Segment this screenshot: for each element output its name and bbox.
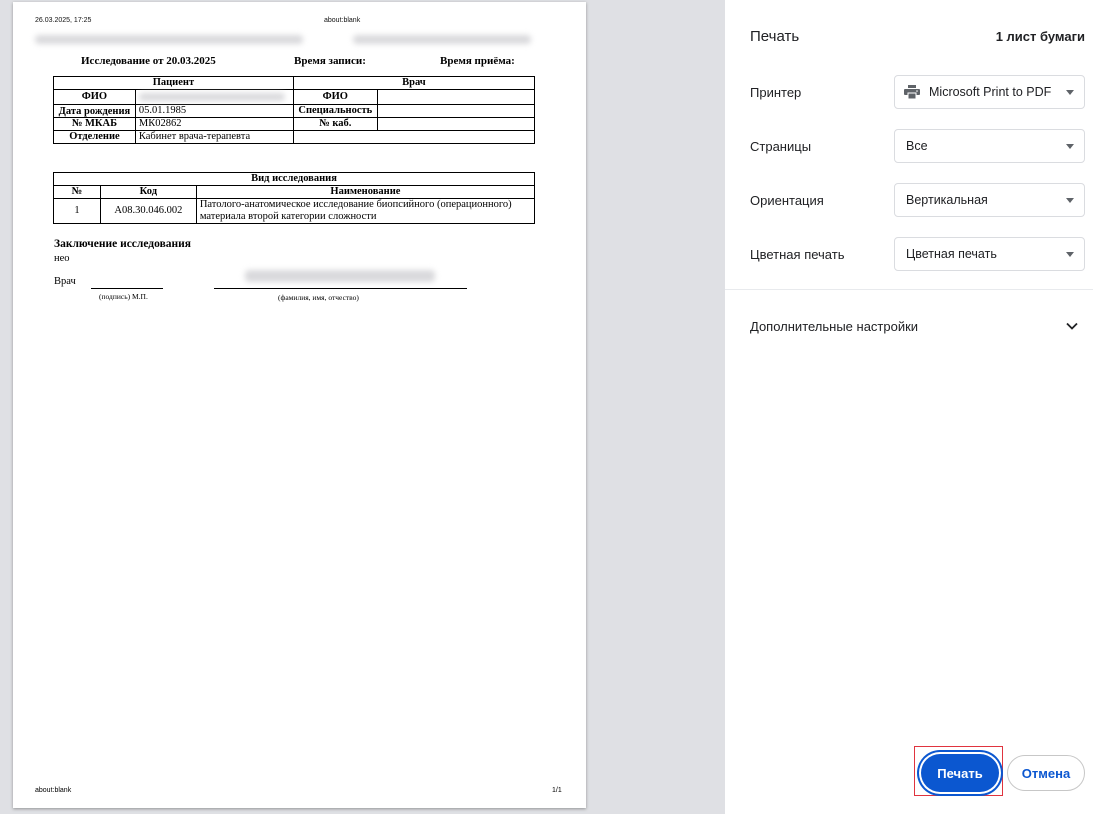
- orientation-value: Вертикальная: [906, 193, 988, 207]
- record-time-label: Время записи:: [294, 55, 366, 67]
- doctor-header: Врач: [293, 77, 534, 90]
- department-empty: [293, 131, 534, 144]
- study-col-name: Наименование: [196, 186, 534, 199]
- print-settings-panel: [725, 0, 1093, 814]
- printer-label: Принтер: [750, 85, 802, 100]
- study-row-num: 1: [54, 199, 101, 224]
- study-col-code: Код: [100, 186, 196, 199]
- doctor-fio-value: [377, 90, 534, 105]
- signature-label: Врач: [54, 276, 76, 287]
- footer-page-number: 1/1: [552, 787, 562, 794]
- pages-select[interactable]: [894, 129, 1085, 163]
- conclusion-title: Заключение исследования: [54, 238, 192, 250]
- chevron-down-icon: [1066, 144, 1074, 149]
- conclusion-text: нео: [54, 253, 70, 264]
- more-settings-toggle[interactable]: Дополнительные настройки: [750, 319, 919, 334]
- specialty-label: Специальность: [293, 105, 377, 118]
- divider: [725, 289, 1093, 290]
- patient-fio-value: [135, 90, 293, 105]
- redacted-org-address: [353, 35, 531, 44]
- chevron-down-icon[interactable]: [1065, 319, 1079, 333]
- signature-caption: (подпись) М.П.: [99, 292, 148, 301]
- header-url: about:blank: [324, 17, 361, 24]
- department-label: Отделение: [54, 131, 136, 144]
- cancel-button[interactable]: Отмена: [1007, 755, 1085, 791]
- table-row: [54, 199, 535, 224]
- visit-time-label: Время приёма:: [440, 55, 515, 67]
- header-datetime: 26.03.2025, 17:25: [35, 17, 92, 24]
- study-col-num: №: [54, 186, 101, 199]
- study-table-caption: Вид исследования: [54, 173, 535, 186]
- chevron-down-icon: [1066, 252, 1074, 257]
- study-table: [53, 172, 535, 224]
- patient-fio-label: ФИО: [54, 90, 136, 105]
- name-caption: (фамилия, имя, отчество): [278, 293, 359, 302]
- chevron-down-icon: [1066, 90, 1074, 95]
- signature-line: [91, 288, 163, 289]
- patient-header: Пациент: [54, 77, 294, 90]
- pages-value: Все: [906, 139, 928, 153]
- color-select[interactable]: [894, 237, 1085, 271]
- chevron-down-icon: [1066, 198, 1074, 203]
- redacted-org-name: [35, 35, 303, 44]
- redacted-doctor-name: [245, 270, 435, 282]
- orientation-label: Ориентация: [750, 193, 824, 208]
- panel-title: Печать: [750, 28, 800, 45]
- mkab-label: № МКАБ: [54, 118, 136, 131]
- printer-icon: [904, 85, 920, 99]
- print-button[interactable]: Печать: [921, 754, 999, 792]
- doctor-fio-label: ФИО: [293, 90, 377, 105]
- pages-label: Страницы: [750, 139, 812, 154]
- printer-select[interactable]: [894, 75, 1085, 109]
- color-value: Цветная печать: [906, 247, 997, 261]
- study-title: Исследование от 20.03.2025: [81, 55, 216, 67]
- patient-doctor-table: [53, 76, 535, 144]
- footer-url: about:blank: [35, 787, 72, 794]
- preview-page: [13, 2, 586, 808]
- specialty-value: [377, 105, 534, 118]
- department-value: Кабинет врача-терапевта: [135, 131, 293, 144]
- birth-date-value: 05.01.1985: [135, 105, 293, 118]
- study-row-code: A08.30.046.002: [100, 199, 196, 224]
- printer-value: Microsoft Print to PDF: [929, 85, 1052, 99]
- name-line: [214, 288, 467, 289]
- sheet-count: 1 лист бумаги: [995, 29, 1085, 44]
- color-label: Цветная печать: [750, 247, 845, 262]
- cabinet-label: № каб.: [293, 118, 377, 131]
- cabinet-value: [377, 118, 534, 131]
- mkab-value: МК02862: [135, 118, 293, 131]
- birth-date-label: Дата рождения: [54, 105, 136, 118]
- study-row-name: Патолого-анатомическое исследование биопсийного (операционного) материала второй категории сложности: [196, 199, 534, 224]
- orientation-select[interactable]: [894, 183, 1085, 217]
